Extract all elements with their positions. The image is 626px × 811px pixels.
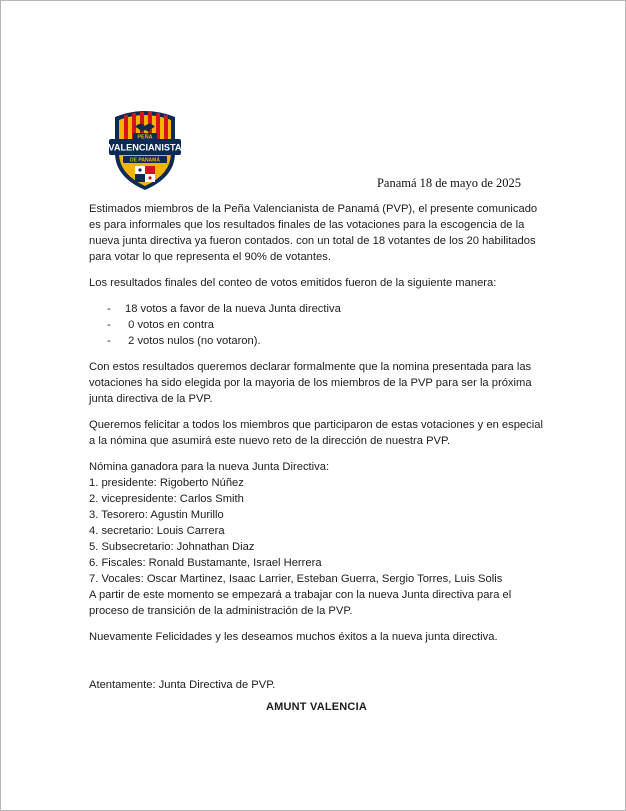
list-item-text: 2 votos nulos (no votaron). bbox=[125, 335, 261, 347]
board-heading: Nómina ganadora para la nueva Junta Directiva: bbox=[89, 461, 330, 473]
declaration-paragraph: Con estos resultados queremos declarar formalmente que la nomina presentada para las votaciones ha sido elegida por la mayoria de los miembros de la PVP para ser la próxima junta directiva de la PVP. bbox=[89, 361, 532, 405]
list-item: 1. presidente: Rigoberto Núñez bbox=[89, 477, 244, 489]
congrats-paragraph: Queremos felicitar a todos los miembros que participaron de estas votaciones y en especial a la nómina que asumirá este nuevo reto de la dirección de nuestra PVP. bbox=[89, 419, 543, 447]
list-item: 2. vicepresidente: Carlos Smith bbox=[89, 493, 244, 505]
list-item: 6. Fiscales: Ronald Bustamante, Israel Herrera bbox=[89, 557, 322, 569]
letter-body bbox=[89, 201, 544, 715]
list-bullet: - bbox=[107, 335, 111, 347]
logo-top-text: PEÑA bbox=[137, 134, 153, 141]
list-item-text: 18 votos a favor de la nueva Junta directiva bbox=[125, 303, 341, 315]
closing-motto: AMUNT VALENCIA bbox=[266, 701, 367, 713]
list-item: 5. Subsecretario: Johnathan Diaz bbox=[89, 541, 255, 553]
intro-paragraph: Estimados miembros de la Peña Valencianista de Panamá (PVP), el presente comunicado es para informales que los resultados finales de las votaciones para la escogencia de la nueva junta directiva ya fueron contados. con un total de 18 votantes de los 20 habilitados para votar lo que representa el 90% de votantes. bbox=[89, 203, 538, 263]
transition-paragraph: A partir de este momento se empezará a trabajar con la nueva Junta directiva para el proceso de transición de la administración de la PVP. bbox=[89, 589, 512, 617]
list-item: 3. Tesorero: Agustin Murillo bbox=[89, 509, 224, 521]
list-item bbox=[107, 317, 544, 333]
list-item-text: 0 votos en contra bbox=[125, 319, 214, 331]
logo-main-text: VALENCIANISTA bbox=[108, 142, 182, 153]
list-item: 4. secretario: Louis Carrera bbox=[89, 525, 225, 537]
spacer bbox=[89, 655, 544, 677]
wishes-paragraph: Nuevamente Felicidades y les deseamos muchos éxitos a la nueva junta directiva. bbox=[89, 631, 498, 643]
board-list bbox=[89, 475, 544, 587]
list-bullet: - bbox=[107, 303, 111, 315]
list-item: 7. Vocales: Oscar Martinez, Isaac Larrier, Esteban Guerra, Sergio Torres, Luis Solis bbox=[89, 573, 503, 585]
date-line: Panamá 18 de mayo de 2025 bbox=[376, 176, 521, 190]
list-item bbox=[107, 333, 544, 349]
results-list bbox=[89, 301, 544, 349]
signature-line: Atentamente: Junta Directiva de PVP. bbox=[89, 679, 276, 691]
logo-bottom-text: DE PANAMÁ bbox=[130, 157, 160, 164]
list-bullet: - bbox=[107, 319, 111, 331]
list-item bbox=[107, 301, 544, 317]
results-intro-paragraph: Los resultados finales del conteo de votos emitidos fueron de la siguiente manera: bbox=[89, 277, 497, 289]
pena-valencianista-crest-logo bbox=[107, 107, 183, 191]
